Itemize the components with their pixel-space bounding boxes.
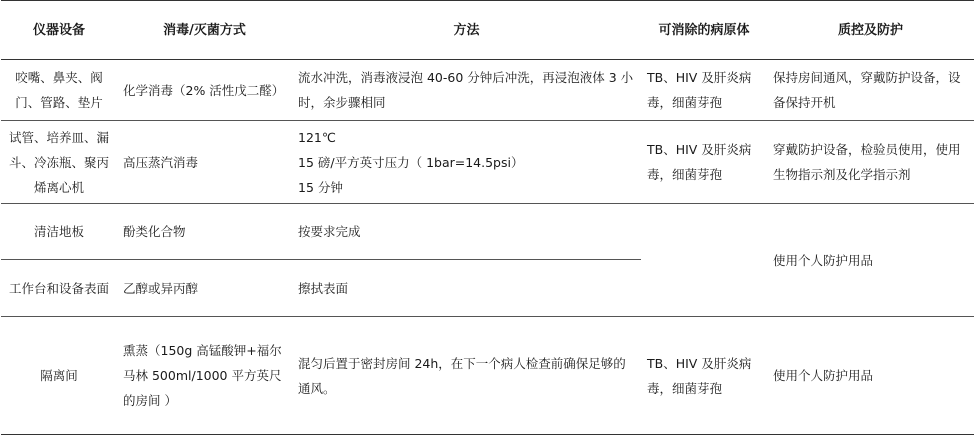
method-cell <box>292 121 641 204</box>
qc-cell: 保持房间通风，穿戴防护设备，设备保持开机 <box>773 70 961 110</box>
device-cell: 清洁地板 <box>33 224 84 239</box>
method-cell: 混匀后置于密封房间 24h，在下一个病人检查前确保足够的通风。 <box>298 355 626 396</box>
mode-cell: 酚类化合物 <box>123 224 186 239</box>
header-device: 仪器设备 <box>32 22 85 38</box>
pathogens-cell: TB、HIV 及肝炎病毒，细菌芽孢 <box>647 142 752 182</box>
disinfection-table <box>1 0 974 435</box>
mode-cell: 熏蒸（150g 高锰酸钾+福尔马林 500ml/1000 平方英尺的房间 ） <box>123 343 282 408</box>
device-cell: 工作台和设备表面 <box>1 260 117 317</box>
device-cell: 咬嘴、鼻夹、阀门、管路、垫片 <box>15 70 103 110</box>
device-cell: 隔离间 <box>40 368 78 383</box>
table-row <box>1 60 974 121</box>
method-cell: 按要求完成 <box>298 224 361 239</box>
table-row <box>1 317 974 435</box>
method-cell: 流水冲洗，消毒液浸泡 40-60 分钟后冲洗，再浸泡液体 3 小时，余步骤相同 <box>298 70 634 110</box>
qc-cell: 使用个人防护用品 <box>773 368 874 383</box>
table-row <box>1 204 974 260</box>
qc-cell: 穿戴防护设备，检验员使用，使用生物指示剂及化学指示剂 <box>773 142 961 182</box>
qc-cell: 使用个人防护用品 <box>773 252 874 268</box>
header-mode: 消毒/灭菌方式 <box>163 22 246 38</box>
method-cell: 擦拭表面 <box>292 260 641 317</box>
method-line: 15 磅/平方英寸压力（ 1bar=14.5psi） <box>298 154 524 170</box>
mode-cell: 化学消毒（2% 活性戊二醛） <box>123 82 285 98</box>
table-row <box>1 121 974 204</box>
header-row <box>1 1 974 60</box>
header-pathogens: 可消除的病原体 <box>658 22 750 38</box>
method-line: 15 分钟 <box>298 179 343 195</box>
header-method: 方法 <box>453 22 480 38</box>
pathogens-cell: TB、HIV 及肝炎病毒，细菌芽孢 <box>647 355 752 396</box>
pathogens-cell-empty <box>641 204 767 317</box>
header-qc: 质控及防护 <box>837 22 903 38</box>
mode-cell: 高压蒸汽消毒 <box>123 154 199 170</box>
method-line: 121℃ <box>298 129 336 145</box>
device-cell: 试管、培养皿、漏斗、冷冻瓶、聚丙烯离心机 <box>8 129 109 195</box>
pathogens-cell: TB、HIV 及肝炎病毒，细菌芽孢 <box>647 70 752 110</box>
mode-cell: 乙醇或异丙醇 <box>117 260 292 317</box>
